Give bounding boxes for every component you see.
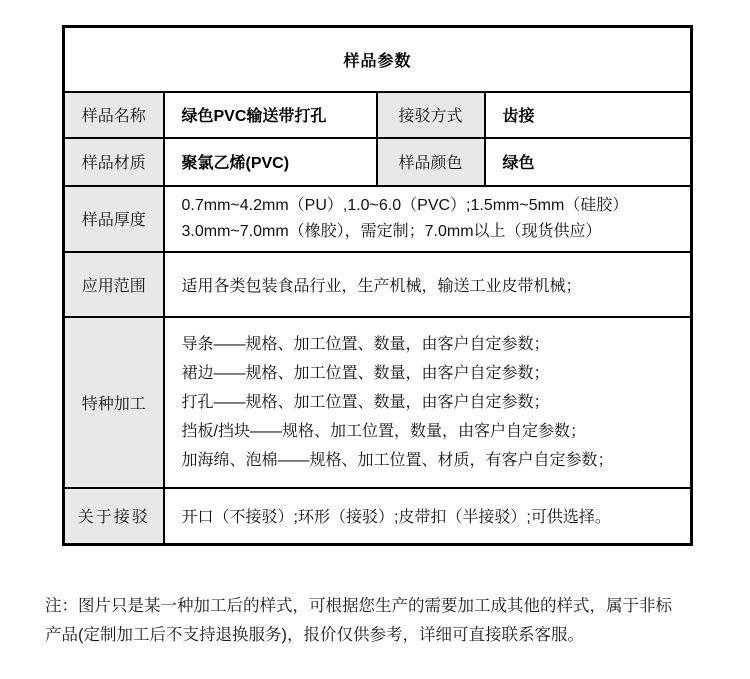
special-line-punching: 打孔——规格、加工位置、数量，由客户自定参数； <box>181 393 550 411</box>
label-sample-name: 样品名称 <box>64 92 164 138</box>
value-about-joint: 开口（不接驳）;环形（接驳）;皮带扣（半接驳）;可供选择。 <box>164 488 692 545</box>
value-joint-method: 齿接 <box>485 92 692 138</box>
thickness-line-2: 3.0mm~7.0mm（橡胶），需定制；7.0mm以上（现货供应） <box>181 222 602 240</box>
special-line-guide-strip: 导条——规格、加工位置、数量，由客户自定参数； <box>181 335 550 353</box>
table-row <box>64 252 692 317</box>
label-sample-material: 样品材质 <box>64 138 164 186</box>
label-sample-thickness: 样品厚度 <box>64 186 164 252</box>
value-special-processing <box>164 317 692 488</box>
label-special-processing: 特种加工 <box>64 317 164 488</box>
value-sample-thickness <box>164 186 692 252</box>
table-row <box>64 488 692 545</box>
table-row <box>64 92 692 138</box>
label-joint-method: 接驳方式 <box>377 92 485 138</box>
special-line-skirt-edge: 裙边——规格、加工位置、数量，由客户自定参数； <box>181 364 550 382</box>
value-sample-name: 绿色PVC输送带打孔 <box>164 92 377 138</box>
special-line-baffle: 挡板/挡块——规格、加工位置，数量，由客户自定参数； <box>181 422 586 440</box>
table-row <box>64 138 692 186</box>
table-title: 样品参数 <box>64 27 692 92</box>
thickness-line-1: 0.7mm~4.2mm（PU）,1.0~6.0（PVC）;1.5mm~5mm（硅胶） <box>181 196 629 214</box>
footer-note <box>45 592 715 650</box>
value-sample-color: 绿色 <box>485 138 692 186</box>
footer-note-line-1: 注：图片只是某一种加工后的样式，可根据您生产的需要加工成其他的样式，属于非标 <box>45 597 672 615</box>
table-row <box>64 317 692 488</box>
value-sample-material: 聚氯乙烯(PVC) <box>164 138 377 186</box>
label-sample-color: 样品颜色 <box>377 138 485 186</box>
footer-note-line-2: 产品(定制加工后不支持退换服务)，报价仅供参考，详细可直接联系客服。 <box>45 626 584 644</box>
value-application-scope: 适用各类包装食品行业，生产机械，输送工业皮带机械； <box>164 252 692 317</box>
label-about-joint: 关于接驳 <box>64 488 164 545</box>
table-row <box>64 186 692 252</box>
special-line-sponge-foam: 加海绵、泡棉——规格、加工位置、材质，有客户自定参数； <box>181 451 614 469</box>
sample-parameters-table <box>62 25 693 546</box>
label-application-scope: 应用范围 <box>64 252 164 317</box>
